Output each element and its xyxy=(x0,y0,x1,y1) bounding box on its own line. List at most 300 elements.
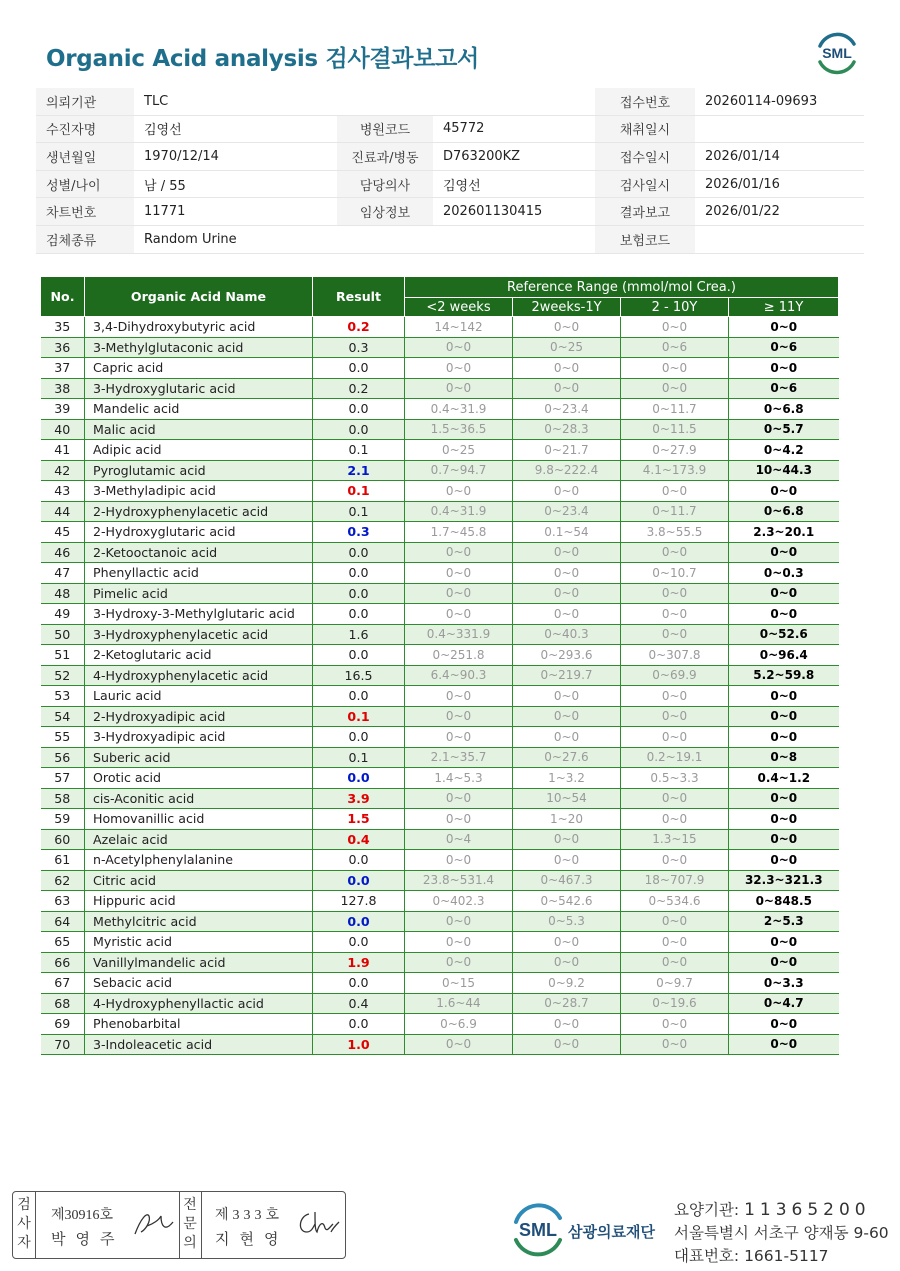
result-value xyxy=(313,706,405,727)
specialist-label xyxy=(179,1196,201,1253)
institution-code xyxy=(674,1198,871,1220)
ref-lt2w: 0~0 xyxy=(405,337,513,358)
ref-ge11y: 0~6.8 xyxy=(729,501,839,522)
ref-2-10y: 0~10.7 xyxy=(621,563,729,584)
ref-lt2w: 1.5~36.5 xyxy=(405,419,513,440)
result-value-text: 0.1 xyxy=(347,708,370,724)
row-number: 50 xyxy=(41,624,85,645)
ref-2-10y: 18~707.9 xyxy=(621,870,729,891)
info-cell: 담당의사 xyxy=(337,170,433,198)
acid-name: Orotic acid xyxy=(85,768,313,789)
ref-2-10y: 3.8~55.5 xyxy=(621,522,729,543)
ref-2-10y: 0.2~19.1 xyxy=(621,747,729,768)
ref-ge11y: 0~5.7 xyxy=(729,419,839,440)
specialist-number: 제333호 xyxy=(215,1208,284,1223)
result-row xyxy=(41,727,839,748)
sml-logo-text: SML xyxy=(822,45,852,61)
acid-name: Citric acid xyxy=(85,870,313,891)
row-number: 62 xyxy=(41,870,85,891)
acid-name: 3-Hydroxyphenylacetic acid xyxy=(85,624,313,645)
ref-2w-1y: 0~542.6 xyxy=(513,891,621,912)
col-header-age-lt2w: <2 weeks xyxy=(405,298,513,317)
row-number: 60 xyxy=(41,829,85,850)
ref-2-10y: 0~0 xyxy=(621,727,729,748)
ref-2w-1y: 0~0 xyxy=(513,481,621,502)
info-row xyxy=(36,88,864,115)
ref-ge11y: 0~0 xyxy=(729,1034,839,1055)
result-value-text: 0.0 xyxy=(348,647,369,663)
row-number: 43 xyxy=(41,481,85,502)
ref-2w-1y: 0~28.3 xyxy=(513,419,621,440)
ref-lt2w: 2.1~35.7 xyxy=(405,747,513,768)
ref-lt2w: 0~0 xyxy=(405,378,513,399)
result-value xyxy=(313,911,405,932)
result-row xyxy=(41,317,839,338)
result-row xyxy=(41,829,839,850)
institution-code-label: 요양기관: xyxy=(674,1201,740,1219)
ref-2w-1y: 0~0 xyxy=(513,542,621,563)
info-cell xyxy=(433,225,595,253)
result-row xyxy=(41,624,839,645)
result-value-text: 0.0 xyxy=(348,360,369,376)
row-number: 57 xyxy=(41,768,85,789)
info-cell: 결과보고 xyxy=(595,198,695,226)
ref-2-10y: 0~11.7 xyxy=(621,399,729,420)
result-row xyxy=(41,686,839,707)
row-number: 52 xyxy=(41,665,85,686)
result-row xyxy=(41,522,839,543)
result-value xyxy=(313,952,405,973)
ref-lt2w: 0~0 xyxy=(405,809,513,830)
ref-2w-1y: 0~0 xyxy=(513,686,621,707)
row-number: 55 xyxy=(41,727,85,748)
ref-2-10y: 0~27.9 xyxy=(621,440,729,461)
result-value xyxy=(313,542,405,563)
ref-ge11y: 5.2~59.8 xyxy=(729,665,839,686)
info-cell: 11771 xyxy=(134,198,337,226)
result-value xyxy=(313,419,405,440)
result-value xyxy=(313,440,405,461)
ref-lt2w: 14~142 xyxy=(405,317,513,338)
ref-2w-1y: 0~0 xyxy=(513,1034,621,1055)
result-value xyxy=(313,358,405,379)
ref-ge11y: 0~52.6 xyxy=(729,624,839,645)
ref-ge11y: 0~6 xyxy=(729,378,839,399)
ref-2w-1y: 0~23.4 xyxy=(513,399,621,420)
ref-2w-1y: 0~0 xyxy=(513,932,621,953)
specialist-name: 지현영 xyxy=(215,1232,289,1248)
result-value-text: 0.0 xyxy=(348,401,369,417)
phone xyxy=(674,1244,829,1266)
info-cell: 검체종류 xyxy=(36,225,134,253)
phone-label: 대표번호: xyxy=(674,1247,740,1265)
ref-ge11y: 32.3~321.3 xyxy=(729,870,839,891)
ref-ge11y: 0~8 xyxy=(729,747,839,768)
ref-2w-1y: 1~20 xyxy=(513,809,621,830)
result-value xyxy=(313,1034,405,1055)
result-value xyxy=(313,665,405,686)
ref-2-10y: 0~534.6 xyxy=(621,891,729,912)
acid-name: 4-Hydroxyphenyllactic acid xyxy=(85,993,313,1014)
acid-name: 3-Hydroxyadipic acid xyxy=(85,727,313,748)
result-row xyxy=(41,583,839,604)
ref-ge11y: 0.4~1.2 xyxy=(729,768,839,789)
result-value xyxy=(313,481,405,502)
result-value xyxy=(313,686,405,707)
row-number: 51 xyxy=(41,645,85,666)
result-row xyxy=(41,911,839,932)
ref-lt2w: 0.4~31.9 xyxy=(405,399,513,420)
report-title: Organic Acid analysis 검사결과보고서 xyxy=(46,46,479,72)
result-value-text: 0.0 xyxy=(348,688,369,704)
row-number: 36 xyxy=(41,337,85,358)
info-row xyxy=(36,143,864,171)
info-cell: 채취일시 xyxy=(595,115,695,143)
info-cell: 생년월일 xyxy=(36,143,134,171)
result-value xyxy=(313,870,405,891)
result-row xyxy=(41,809,839,830)
result-value-text: 16.5 xyxy=(344,667,373,683)
info-cell: 진료과/병동 xyxy=(337,143,433,171)
ref-2-10y: 0~69.9 xyxy=(621,665,729,686)
ref-lt2w: 0~0 xyxy=(405,604,513,625)
ref-2-10y: 4.1~173.9 xyxy=(621,460,729,481)
ref-lt2w: 1.7~45.8 xyxy=(405,522,513,543)
ref-lt2w: 0~25 xyxy=(405,440,513,461)
ref-2w-1y: 0~219.7 xyxy=(513,665,621,686)
ref-2w-1y: 0~5.3 xyxy=(513,911,621,932)
ref-ge11y: 10~44.3 xyxy=(729,460,839,481)
result-value xyxy=(313,1014,405,1035)
acid-name: Sebacic acid xyxy=(85,973,313,994)
result-value xyxy=(313,645,405,666)
result-value-text: 1.0 xyxy=(347,1036,370,1052)
acid-name: Azelaic acid xyxy=(85,829,313,850)
info-cell: 2026/01/22 xyxy=(695,198,864,226)
ref-2-10y: 0~6 xyxy=(621,337,729,358)
ref-2w-1y: 0~0 xyxy=(513,604,621,625)
row-number: 41 xyxy=(41,440,85,461)
result-value-text: 0.3 xyxy=(348,339,369,355)
result-value xyxy=(313,727,405,748)
ref-lt2w: 0~0 xyxy=(405,358,513,379)
acid-name: 3-Indoleacetic acid xyxy=(85,1034,313,1055)
info-cell xyxy=(337,225,433,253)
info-cell: 성별/나이 xyxy=(36,170,134,198)
ref-lt2w: 0~0 xyxy=(405,583,513,604)
info-cell: 김영선 xyxy=(134,115,337,143)
ref-lt2w: 0~6.9 xyxy=(405,1014,513,1035)
acid-name: cis-Aconitic acid xyxy=(85,788,313,809)
acid-name: Pimelic acid xyxy=(85,583,313,604)
ref-2-10y: 0~11.5 xyxy=(621,419,729,440)
ref-2w-1y: 0~9.2 xyxy=(513,973,621,994)
row-number: 65 xyxy=(41,932,85,953)
acid-name: Suberic acid xyxy=(85,747,313,768)
ref-lt2w: 0~0 xyxy=(405,481,513,502)
ref-ge11y: 0~96.4 xyxy=(729,645,839,666)
ref-lt2w: 0~0 xyxy=(405,1034,513,1055)
result-value-text: 2.1 xyxy=(347,462,370,478)
address: 서울특별시 서초구 양재동 9-60 xyxy=(674,1224,889,1242)
acid-name: Mandelic acid xyxy=(85,399,313,420)
ref-2-10y: 0~11.7 xyxy=(621,501,729,522)
ref-2-10y: 0~0 xyxy=(621,1014,729,1035)
ref-lt2w: 0~0 xyxy=(405,727,513,748)
info-cell: 수진자명 xyxy=(36,115,134,143)
ref-2w-1y: 0~21.7 xyxy=(513,440,621,461)
ref-2-10y: 0~0 xyxy=(621,378,729,399)
ref-ge11y: 0~0 xyxy=(729,317,839,338)
result-value-text: 0.0 xyxy=(348,1016,369,1032)
inspector-name: 박영주 xyxy=(51,1232,125,1248)
ref-ge11y: 0~6.8 xyxy=(729,399,839,420)
ref-2-10y: 0~0 xyxy=(621,686,729,707)
info-cell: 2026/01/16 xyxy=(695,170,864,198)
result-row xyxy=(41,973,839,994)
ref-ge11y: 0~0 xyxy=(729,481,839,502)
vertical-label-text: 검 사 자 xyxy=(17,1198,31,1251)
acid-name: 2-Hydroxyphenylacetic acid xyxy=(85,501,313,522)
col-header-reference-range: Reference Range (mmol/mol Crea.) xyxy=(405,277,839,298)
info-cell: D763200KZ xyxy=(433,143,595,171)
result-row xyxy=(41,542,839,563)
ref-2w-1y: 0~0 xyxy=(513,1014,621,1035)
result-value xyxy=(313,501,405,522)
result-row xyxy=(41,563,839,584)
col-header-no: No. xyxy=(41,277,85,317)
result-value xyxy=(313,604,405,625)
result-row xyxy=(41,419,839,440)
info-cell: 보험코드 xyxy=(595,225,695,253)
acid-name: 3-Methyladipic acid xyxy=(85,481,313,502)
ref-ge11y: 0~0 xyxy=(729,932,839,953)
sml-logo-icon xyxy=(812,28,862,78)
info-cell: 남 / 55 xyxy=(134,170,337,198)
result-value xyxy=(313,378,405,399)
result-value-text: 0.0 xyxy=(347,913,370,929)
result-value xyxy=(313,399,405,420)
ref-ge11y: 0~0 xyxy=(729,1014,839,1035)
result-value-text: 0.4 xyxy=(348,995,369,1011)
result-value-text: 0.3 xyxy=(347,524,370,540)
result-row xyxy=(41,870,839,891)
ref-2-10y: 0~19.6 xyxy=(621,993,729,1014)
row-number: 37 xyxy=(41,358,85,379)
ref-lt2w: 1.4~5.3 xyxy=(405,768,513,789)
row-number: 67 xyxy=(41,973,85,994)
result-row xyxy=(41,706,839,727)
ref-2w-1y: 0~0 xyxy=(513,378,621,399)
result-value-text: 0.0 xyxy=(348,606,369,622)
ref-2-10y: 0~9.7 xyxy=(621,973,729,994)
info-cell: 2026/01/14 xyxy=(695,143,864,171)
result-value xyxy=(313,809,405,830)
result-value-text: 0.1 xyxy=(348,749,369,765)
result-value-text: 1.6 xyxy=(348,626,369,642)
ref-lt2w: 0.4~331.9 xyxy=(405,624,513,645)
ref-ge11y: 0~0 xyxy=(729,829,839,850)
ref-lt2w: 23.8~531.4 xyxy=(405,870,513,891)
result-row xyxy=(41,501,839,522)
info-cell: 접수일시 xyxy=(595,143,695,171)
result-value-text: 0.0 xyxy=(348,544,369,560)
acid-name: Myristic acid xyxy=(85,932,313,953)
ref-2-10y: 0~0 xyxy=(621,850,729,871)
ref-2w-1y: 0~28.7 xyxy=(513,993,621,1014)
ref-2w-1y: 0~293.6 xyxy=(513,645,621,666)
ref-ge11y: 0~0 xyxy=(729,358,839,379)
acid-name: Vanillylmandelic acid xyxy=(85,952,313,973)
info-cell xyxy=(433,88,595,115)
ref-ge11y: 0~4.7 xyxy=(729,993,839,1014)
ref-2w-1y: 0~0 xyxy=(513,563,621,584)
result-value-text: 0.1 xyxy=(348,503,369,519)
acid-name: Pyroglutamic acid xyxy=(85,460,313,481)
acid-name: 2-Ketooctanoic acid xyxy=(85,542,313,563)
ref-2-10y: 1.3~15 xyxy=(621,829,729,850)
col-header-age-2w-1y: 2weeks-1Y xyxy=(513,298,621,317)
ref-lt2w: 6.4~90.3 xyxy=(405,665,513,686)
acid-name: Adipic acid xyxy=(85,440,313,461)
row-number: 70 xyxy=(41,1034,85,1055)
info-cell: 접수번호 xyxy=(595,88,695,115)
acid-name: 2-Hydroxyadipic acid xyxy=(85,706,313,727)
result-row xyxy=(41,378,839,399)
row-number: 45 xyxy=(41,522,85,543)
ref-ge11y: 0~0 xyxy=(729,542,839,563)
row-number: 35 xyxy=(41,317,85,338)
acid-name: Malic acid xyxy=(85,419,313,440)
phone-value: 1661-5117 xyxy=(744,1247,829,1265)
acid-name: Homovanillic acid xyxy=(85,809,313,830)
row-number: 59 xyxy=(41,809,85,830)
result-row xyxy=(41,481,839,502)
acid-name: 4-Hydroxyphenylacetic acid xyxy=(85,665,313,686)
acid-name: Hippuric acid xyxy=(85,891,313,912)
result-value-text: 0.0 xyxy=(348,852,369,868)
row-number: 53 xyxy=(41,686,85,707)
ref-2w-1y: 0~0 xyxy=(513,727,621,748)
institution-code-value: 11365200 xyxy=(744,1200,871,1220)
ref-lt2w: 0~251.8 xyxy=(405,645,513,666)
ref-ge11y: 0~0.3 xyxy=(729,563,839,584)
ref-lt2w: 0~0 xyxy=(405,911,513,932)
result-value xyxy=(313,829,405,850)
row-number: 48 xyxy=(41,583,85,604)
result-value xyxy=(313,891,405,912)
inspector-label xyxy=(13,1196,35,1253)
ref-2-10y: 0~0 xyxy=(621,911,729,932)
ref-ge11y: 2~5.3 xyxy=(729,911,839,932)
ref-ge11y: 2.3~20.1 xyxy=(729,522,839,543)
ref-ge11y: 0~0 xyxy=(729,850,839,871)
info-cell: 20260114-09693 xyxy=(695,88,864,115)
row-number: 68 xyxy=(41,993,85,1014)
result-row xyxy=(41,850,839,871)
info-cell: 차트번호 xyxy=(36,198,134,226)
ref-lt2w: 0~402.3 xyxy=(405,891,513,912)
ref-2w-1y: 0~23.4 xyxy=(513,501,621,522)
info-cell: Random Urine xyxy=(134,225,337,253)
acid-name: Methylcitric acid xyxy=(85,911,313,932)
result-value-text: 1.9 xyxy=(347,954,370,970)
organic-acid-result-table xyxy=(40,276,839,1055)
result-value-text: 0.0 xyxy=(348,729,369,745)
result-value-text: 3.9 xyxy=(347,790,370,806)
result-value xyxy=(313,993,405,1014)
info-cell: 202601130415 xyxy=(433,198,595,226)
result-value-text: 0.0 xyxy=(347,770,370,786)
result-row xyxy=(41,788,839,809)
col-header-result: Result xyxy=(313,277,405,317)
result-value-text: 1.5 xyxy=(347,811,370,827)
result-value xyxy=(313,583,405,604)
result-value xyxy=(313,973,405,994)
info-row xyxy=(36,225,864,253)
row-number: 58 xyxy=(41,788,85,809)
info-cell: 45772 xyxy=(433,115,595,143)
result-value-text: 0.0 xyxy=(348,585,369,601)
row-number: 46 xyxy=(41,542,85,563)
result-value xyxy=(313,768,405,789)
acid-name: 3-Hydroxy-3-Methylglutaric acid xyxy=(85,604,313,625)
patient-info-table xyxy=(36,88,864,254)
acid-name: n-Acetylphenylalanine xyxy=(85,850,313,871)
ref-ge11y: 0~0 xyxy=(729,788,839,809)
ref-2w-1y: 0~25 xyxy=(513,337,621,358)
ref-2w-1y: 0~40.3 xyxy=(513,624,621,645)
acid-name: Capric acid xyxy=(85,358,313,379)
ref-2-10y: 0~0 xyxy=(621,952,729,973)
info-cell: 병원코드 xyxy=(337,115,433,143)
ref-2w-1y: 0~0 xyxy=(513,706,621,727)
row-number: 64 xyxy=(41,911,85,932)
ref-ge11y: 0~4.2 xyxy=(729,440,839,461)
result-row xyxy=(41,768,839,789)
info-row xyxy=(36,198,864,226)
result-value xyxy=(313,317,405,338)
acid-name: Lauric acid xyxy=(85,686,313,707)
ref-ge11y: 0~0 xyxy=(729,604,839,625)
info-cell: 임상정보 xyxy=(337,198,433,226)
acid-name: Phenobarbital xyxy=(85,1014,313,1035)
ref-ge11y: 0~0 xyxy=(729,727,839,748)
ref-ge11y: 0~0 xyxy=(729,583,839,604)
acid-name: 3-Methylglutaconic acid xyxy=(85,337,313,358)
foundation-name: 삼광의료재단 xyxy=(568,1223,655,1241)
col-header-age-2-10y: 2 - 10Y xyxy=(621,298,729,317)
info-cell: 1970/12/14 xyxy=(134,143,337,171)
col-header-age-ge11y: ≥ 11Y xyxy=(729,298,839,317)
result-value xyxy=(313,563,405,584)
result-value-text: 0.0 xyxy=(348,565,369,581)
result-value-text: 0.2 xyxy=(348,380,369,396)
ref-lt2w: 0~4 xyxy=(405,829,513,850)
ref-2w-1y: 0~0 xyxy=(513,583,621,604)
result-value xyxy=(313,850,405,871)
col-header-name: Organic Acid Name xyxy=(85,277,313,317)
row-number: 44 xyxy=(41,501,85,522)
result-value xyxy=(313,460,405,481)
result-row xyxy=(41,337,839,358)
result-value xyxy=(313,932,405,953)
info-cell xyxy=(695,225,864,253)
row-number: 63 xyxy=(41,891,85,912)
result-row xyxy=(41,460,839,481)
ref-lt2w: 1.6~44 xyxy=(405,993,513,1014)
info-cell xyxy=(695,115,864,143)
